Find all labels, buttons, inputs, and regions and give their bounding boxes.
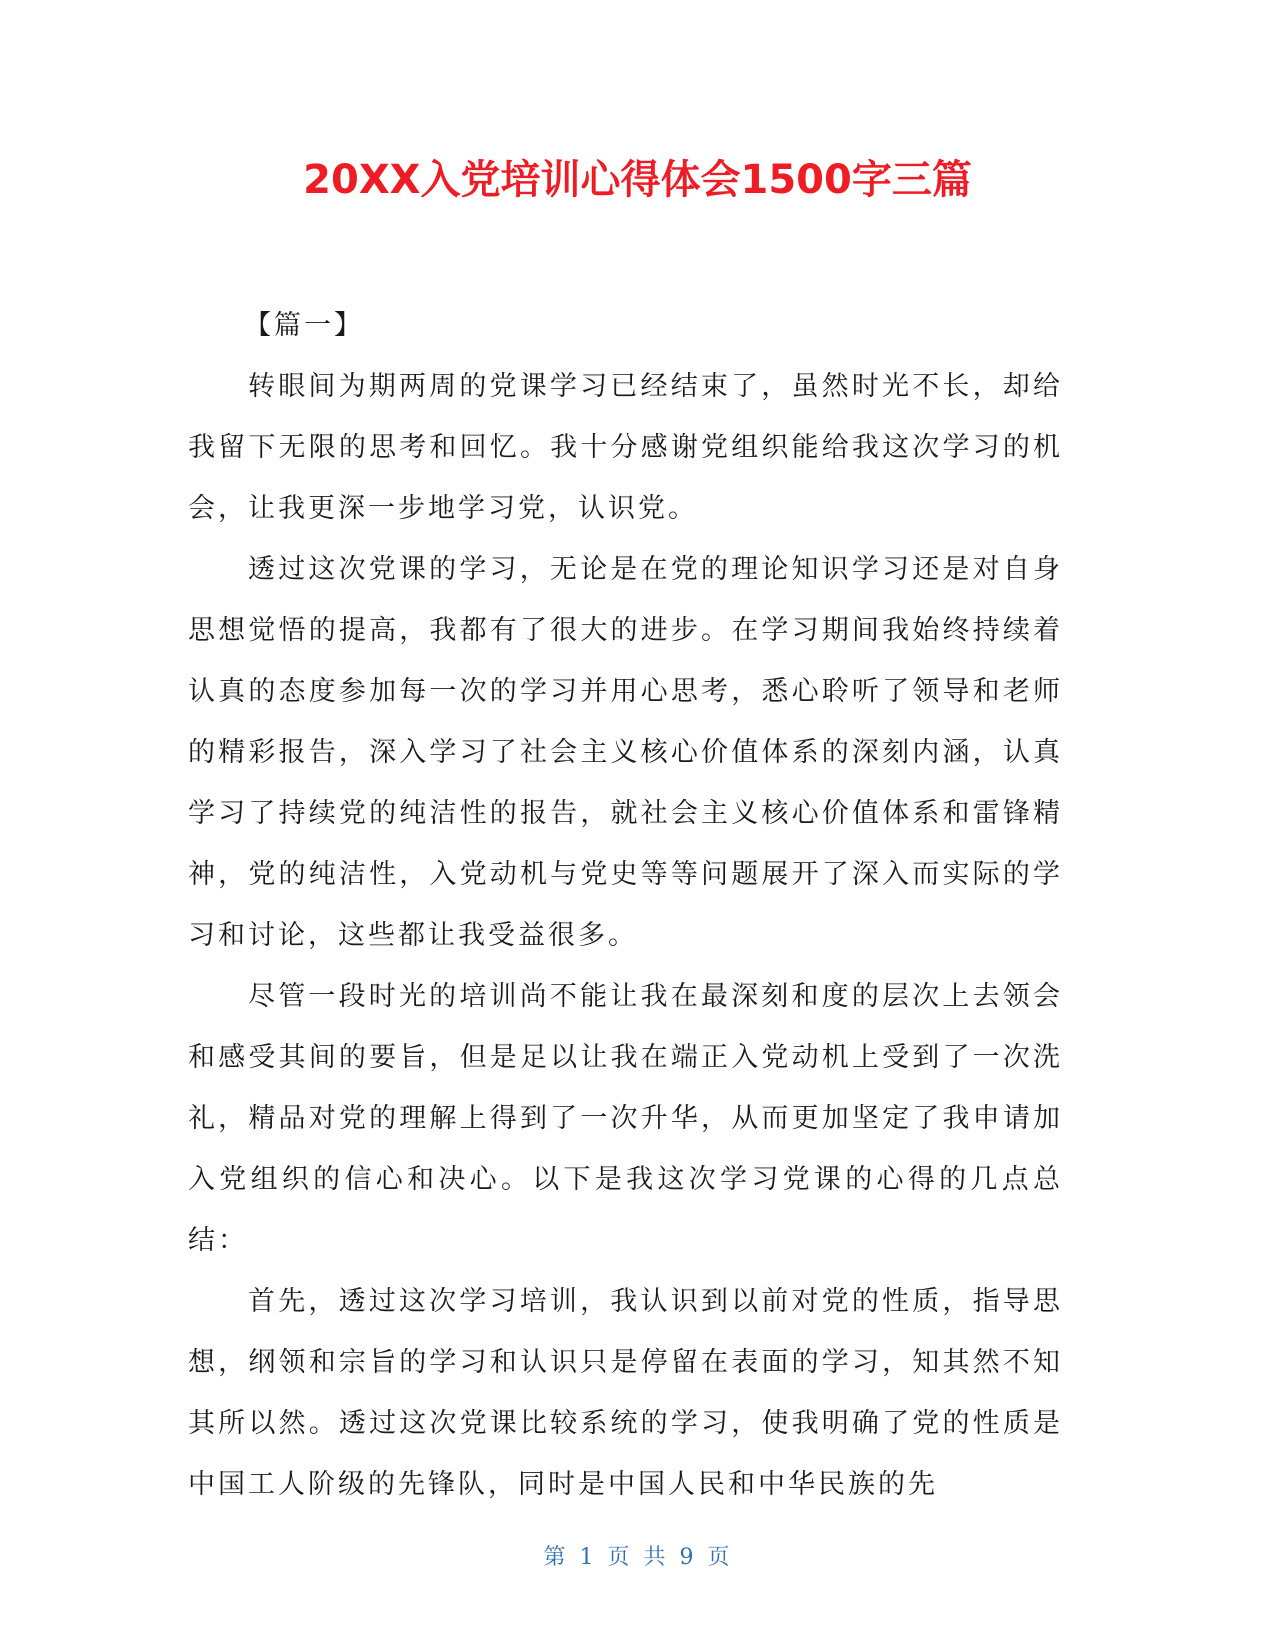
footer-page-unit-end: 页 xyxy=(707,1545,732,1570)
footer-current-page: 1 xyxy=(579,1545,596,1570)
footer-page-word: 第 xyxy=(543,1545,568,1570)
document-body xyxy=(188,295,1063,1515)
paragraph-1: 转眼间为期两周的党课学习已经结束了，虽然时光不长，却给我留下无限的思考和回忆。我十分感谢党组织能给我这次学习的机会，让我更深一步地学习党，认识党。 xyxy=(188,371,1063,524)
paragraph-2: 透过这次党课的学习，无论是在党的理论知识学习还是对自身思想觉悟的提高，我都有了很大的进步。在学习期间我始终持续着认真的态度参加每一次的学习并用心思考，悉心聆听了领导和老师的精彩报告，深入学习了社会主义核心价值体系的深刻内涵，认真学习了持续党的纯洁性的报告，就社会主义核心价值体系和雷锋精神，党的纯洁性，入党动机与党史等等问题展开了深入而实际的学习和讨论，这些都让我受益很多。 xyxy=(188,554,1063,951)
paragraph-3: 尽管一段时光的培训尚不能让我在最深刻和度的层次上去领会和感受其间的要旨，但是足以让我在端正入党动机上受到了一次洗礼，精品对党的理解上得到了一次升华，从而更加坚定了我申请加入党组织的信心和决心。以下是我这次学习党课的心得的几点总结： xyxy=(188,981,1063,1256)
page-title: 20XX入党培训心得体会1500字三篇 xyxy=(303,157,972,203)
footer-total-word: 共 xyxy=(643,1545,668,1570)
section-label: 【篇一】 xyxy=(244,310,364,341)
paragraph-4: 首先，透过这次学习培训，我认识到以前对党的性质，指导思想，纲领和宗旨的学习和认识只是停留在表面的学习，知其然不知其所以然。透过这次党课比较系统的学习，使我明确了党的性质是中国工人阶级的先锋队，同时是中国人民和中华民族的先 xyxy=(188,1286,1063,1500)
footer-page-unit: 页 xyxy=(607,1545,632,1570)
page-footer xyxy=(0,1540,1275,1571)
footer-total-pages: 9 xyxy=(679,1545,696,1570)
